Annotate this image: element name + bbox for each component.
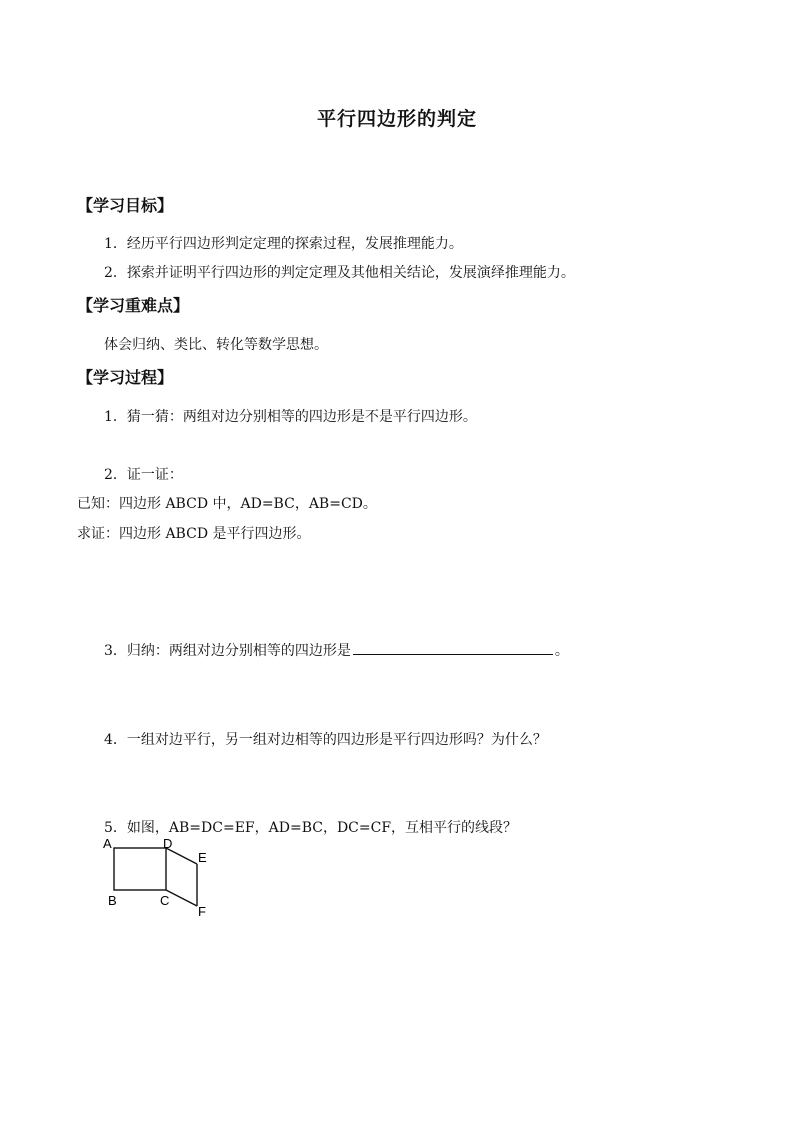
question-2-given: 已知：四边形 ABCD 中，AD=BC，AB=CD。 [77, 496, 377, 512]
question-4: 4．一组对边平行，另一组对边相等的四边形是平行四边形吗？为什么？ [104, 732, 547, 748]
process-heading: 【学习过程】 [77, 368, 174, 387]
page-title: 平行四边形的判定 [316, 108, 477, 130]
key-points-heading: 【学习重难点】 [77, 296, 190, 315]
rectangle-abcd [114, 848, 166, 890]
question-2-prove: 求证：四边形 ABCD 是平行四边形。 [77, 526, 311, 542]
answer-blank[interactable] [353, 640, 553, 655]
segment-cf [166, 890, 197, 906]
question-5: 5．如图，AB=DC=EF，AD=BC，DC=CF，互相平行的线段？ [104, 820, 518, 836]
goal-item: 1．经历平行四边形判定定理的探索过程，发展推理能力。 [104, 236, 463, 252]
label-a: A [103, 836, 112, 851]
label-b: B [108, 893, 117, 908]
label-c: C [160, 893, 170, 908]
question-3-suffix: 。 [554, 643, 569, 659]
goals-heading: 【学习目标】 [77, 196, 174, 215]
label-e: E [198, 850, 207, 865]
label-f: F [198, 904, 206, 918]
key-points-text: 体会归纳、类比、转化等数学思想。 [104, 337, 328, 353]
question-3 [104, 640, 569, 660]
geometry-figure [100, 836, 220, 918]
question-2-title: 2．证一证： [104, 467, 183, 483]
goal-item: 2．探索并证明平行四边形的判定定理及其他相关结论，发展演绎推理能力。 [104, 265, 575, 281]
question-3-prefix: 3．归纳：两组对边分别相等的四边形是 [104, 643, 351, 659]
question-1: 1．猜一猜：两组对边分别相等的四边形是不是平行四边形。 [104, 409, 477, 425]
label-d: D [163, 836, 173, 851]
